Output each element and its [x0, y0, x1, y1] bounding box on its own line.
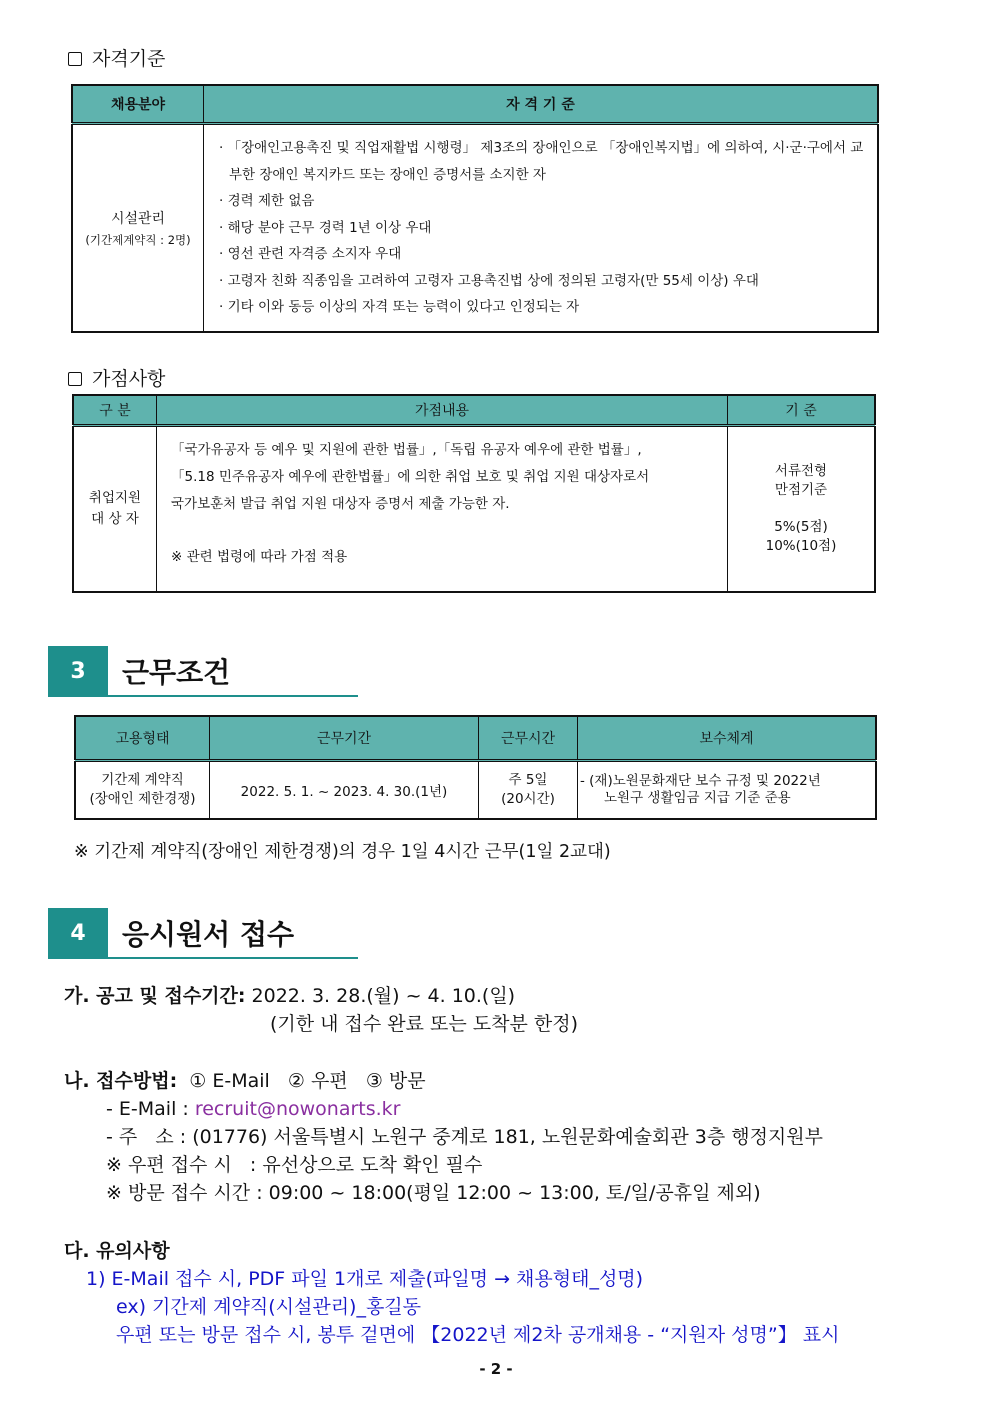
criteria-item: · 고령자 친화 직종임을 고려하여 고령자 고용촉진법 상에 정의된 고령자(만 55세 이상) 우대 [219, 268, 866, 295]
period-value: 2022. 3. 28.(월) ~ 4. 10.(일) [245, 985, 516, 1007]
pay-line: 노원구 생활임금 지급 기준 준용 [604, 789, 791, 806]
hours-line: (20시간) [501, 790, 555, 807]
col-period: 근무기간 [210, 716, 479, 761]
bonus-heading: 가점사항 [68, 364, 165, 391]
field-sub: (기간제계약직 : 2명) [85, 232, 191, 247]
hours-cell [479, 761, 578, 819]
col-field: 채용분야 [72, 85, 204, 124]
post-note: ※ 우편 접수 시 : 유선상으로 도착 확인 필수 [106, 1154, 483, 1176]
email-line [106, 1095, 401, 1123]
section4-title: 응시원서 접수 [122, 918, 295, 951]
section3-heading [48, 646, 230, 696]
pay-line: - (재)노원문화재단 보수 규정 및 2022년 [580, 772, 821, 789]
caution-item: 1) E-Mail 접수 시, PDF 파일 1개로 제출(파일명 → 채용형태_성명) [86, 1268, 644, 1290]
caution-label: 다. 유의사항 [64, 1240, 170, 1262]
section4-underline [48, 957, 358, 959]
type-line: 대 상 자 [91, 510, 139, 527]
type-line: 취업지원 [88, 489, 142, 506]
criteria-cell [204, 124, 879, 332]
field-name: 시설관리 [110, 210, 166, 227]
email-label: - E-Mail : [106, 1098, 195, 1120]
period-note: (기한 내 접수 완료 또는 도착분 한정) [270, 1013, 579, 1035]
criteria-item: · 기타 이와 동등 이상의 자격 또는 능력이 있다고 인정되는 자 [219, 294, 866, 321]
content-line: 「5.18 민주유공자 예우에 관한법률」에 의한 취업 보호 및 취업 지원 대상자로서 [171, 469, 650, 485]
work-conditions-table [74, 715, 877, 820]
content-cell [157, 426, 728, 592]
qualification-table [71, 84, 879, 333]
standard-cell [728, 426, 876, 592]
standard-line: 서류전형 [774, 462, 828, 479]
criteria-item: · 해당 분야 근무 경력 1년 이상 우대 [219, 215, 866, 242]
section4-number: 4 [48, 908, 108, 958]
standard-line: 10%(10점) [765, 537, 837, 554]
content-line: 국가보훈처 발급 취업 지원 대상자 증명서 제출 가능한 자. [171, 496, 510, 512]
standard-line: 만점기준 [774, 481, 828, 498]
bonus-table [72, 394, 876, 593]
criteria-list [205, 127, 876, 329]
section3-title: 근무조건 [122, 656, 231, 689]
col-type: 구 분 [73, 395, 157, 426]
standard-line: 5%(5점) [774, 518, 828, 535]
col-standard: 기 준 [728, 395, 876, 426]
content-line: 「국가유공자 등 예우 및 지원에 관한 법률」,「독립 유공자 예우에 관한 법률」, [171, 442, 642, 458]
work-note: ※ 기간제 계약직(장애인 제한경쟁)의 경우 1일 4시간 근무(1일 2교대) [74, 842, 611, 862]
section3-underline [48, 695, 358, 697]
col-hours: 근무시간 [479, 716, 578, 761]
address-line: - 주 소 : (01776) 서울특별시 노원구 중계로 181, 노원문화예술회관 3층 행정지원부 [106, 1126, 823, 1148]
checkbox-square-icon [68, 372, 82, 386]
criteria-item: · 경력 제한 없음 [219, 188, 866, 215]
page-number: - 2 - [479, 1360, 513, 1378]
caution-example: ex) 기간제 계약직(시설관리)_홍길동 [116, 1296, 422, 1318]
period-label: 가. 공고 및 접수기간: [64, 985, 246, 1007]
section3-number: 3 [48, 646, 108, 696]
email-link[interactable]: recruit@nowonarts.kr [194, 1098, 401, 1120]
criteria-item: · 영선 관련 자격증 소지자 우대 [219, 241, 866, 268]
caution-envelope: 우편 또는 방문 접수 시, 봉투 겉면에 【2022년 제2차 공개채용 - “지원자 성명”】 표시 [116, 1324, 840, 1346]
pay-cell [578, 761, 877, 819]
col-criteria: 자 격 기 준 [204, 85, 879, 124]
criteria-item: · 「장애인고용촉진 및 직업재활법 시행령」 제3조의 장애인으로 「장애인복지법」에 의하여, 시·군·구에서 교부한 장애인 복지카드 또는 장애인 증명서를 소지한 자 [219, 135, 866, 188]
method-label: 나. 접수방법: [64, 1070, 178, 1092]
qualification-heading: 자격기준 [68, 44, 165, 71]
col-pay: 보수체계 [578, 716, 877, 761]
employment-type-cell [75, 761, 210, 819]
method-line [64, 1067, 426, 1095]
employment-type-line: (장애인 제한경쟁) [89, 790, 196, 807]
col-employment-type: 고용형태 [75, 716, 210, 761]
employment-type-line: 기간제 계약직 [101, 771, 184, 788]
hours-line: 주 5일 [508, 771, 548, 788]
field-cell [72, 124, 204, 332]
col-content: 가점내용 [157, 395, 728, 426]
section4-heading [48, 908, 294, 958]
period-line [64, 982, 515, 1010]
content-note: ※ 관련 법령에 따라 가점 적용 [171, 549, 348, 565]
type-cell [73, 426, 157, 592]
method-value: ① E-Mail ② 우편 ③ 방문 [177, 1070, 426, 1092]
period-cell: 2022. 5. 1. ~ 2023. 4. 30.(1년) [210, 761, 479, 819]
visit-note: ※ 방문 접수 시간 : 09:00 ~ 18:00(평일 12:00 ~ 13:00, 토/일/공휴일 제외) [106, 1182, 761, 1204]
checkbox-square-icon [68, 52, 82, 66]
